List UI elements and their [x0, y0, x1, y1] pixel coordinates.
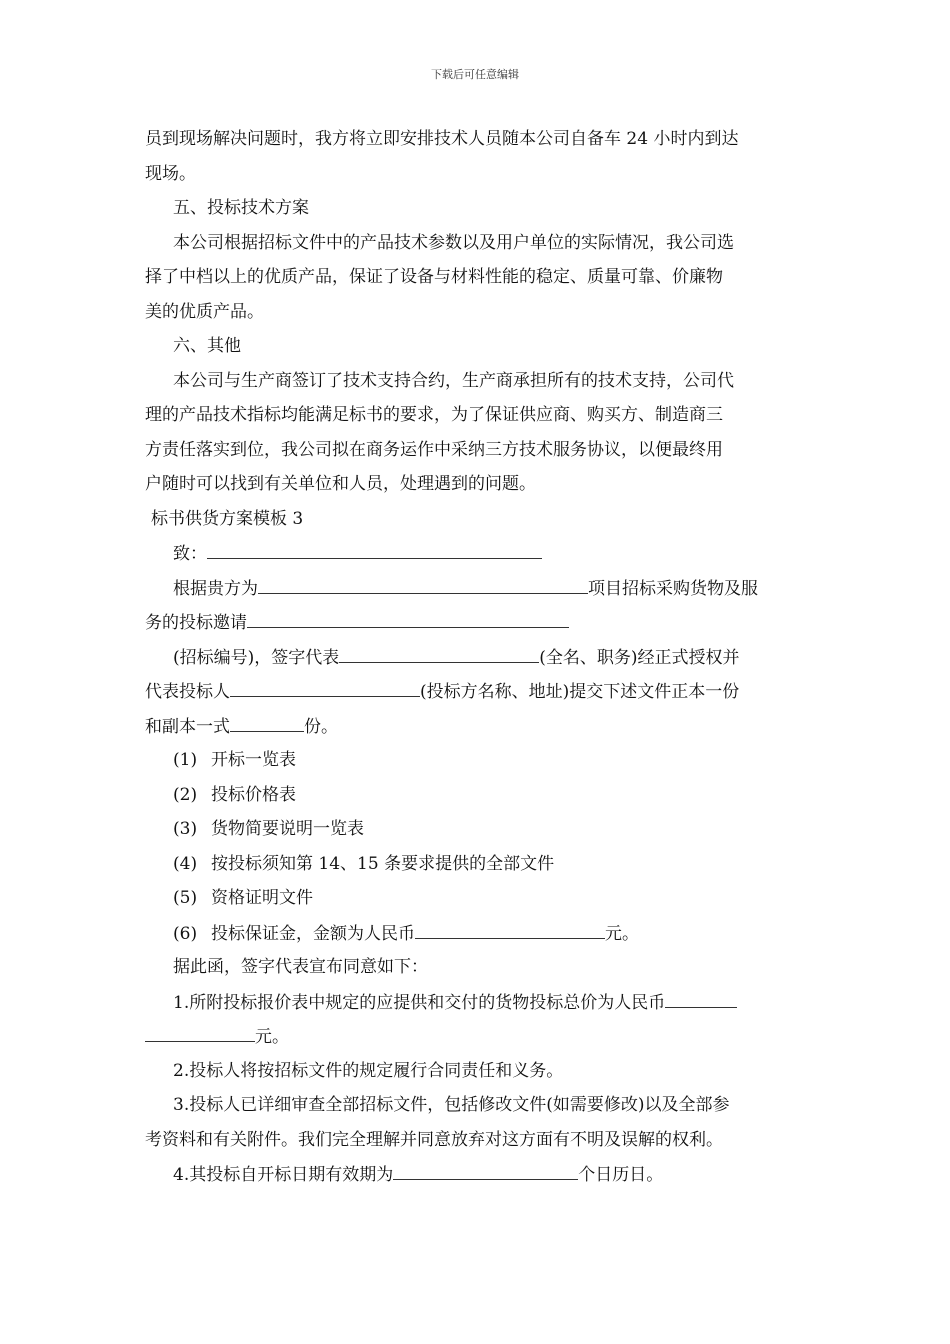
para-line: [145, 605, 815, 640]
total-price-blank[interactable]: [665, 985, 737, 1008]
clause-line: [145, 1157, 815, 1192]
signatory-blank[interactable]: [339, 640, 539, 663]
clause-line: [145, 985, 815, 1020]
text-span: 和副本一式: [145, 716, 230, 737]
para-line: [145, 709, 815, 744]
body-line: 员到现场解决问题时，我方将立即安排技术人员随本公司自备车 24 小时内到达: [145, 129, 739, 149]
item-number: (6): [173, 923, 198, 944]
recipient-blank[interactable]: [207, 536, 542, 559]
to-label: 致：: [173, 544, 207, 564]
item-number: (1): [173, 750, 198, 770]
body-line: 择了中档以上的优质产品，保证了设备与材料性能的稳定、质量可靠、价廉物: [145, 267, 723, 287]
page-header-note: 下载后可任意编辑: [431, 68, 519, 81]
text-span: 1.所附投标报价表中规定的应提供和交付的货物投标总价为人民币: [173, 992, 666, 1013]
bidder-blank[interactable]: [230, 674, 420, 697]
project-name-blank[interactable]: [258, 571, 588, 594]
section-heading: 六、其他: [173, 336, 241, 356]
para-line: [145, 674, 815, 709]
item-number: (2): [173, 784, 198, 805]
text-span: 元。: [605, 923, 639, 944]
clause-line: 考资料和有关附件。我们完全理解并同意放弃对这方面有不明及误解的权利。: [145, 1129, 723, 1150]
clause-line: 2.投标人将按招标文件的规定履行合同责任和义务。: [173, 1060, 564, 1081]
body-line: 本公司与生产商签订了技术支持合约，生产商承担所有的技术支持，公司代: [173, 370, 734, 391]
item-number: (4): [173, 853, 198, 874]
clause-line: [145, 1019, 815, 1054]
text-span: 代表投标人: [145, 682, 230, 702]
text-span: 份。: [304, 716, 338, 737]
body-line: 理的产品技术指标均能满足标书的要求，为了保证供应商、购买方、制造商三: [145, 405, 723, 425]
text-span: 项目招标采购货物及服: [588, 578, 758, 599]
to-line: [145, 536, 815, 571]
body-line: 据此函，签字代表宣布同意如下：: [173, 957, 428, 977]
list-item: [145, 916, 815, 951]
item-text: 开标一览表: [211, 750, 296, 770]
item-text: 按投标须知第 14、15 条要求提供的全部文件: [211, 853, 555, 874]
total-price-blank-cont[interactable]: [145, 1019, 255, 1042]
copies-blank[interactable]: [230, 709, 304, 732]
text-span: (投标方名称、地址)提交下述文件正本一份: [420, 682, 740, 702]
para-line: [145, 571, 815, 606]
text-span: 元。: [255, 1027, 289, 1047]
list-item: [145, 847, 815, 882]
text-span: 务的投标邀请: [145, 613, 247, 633]
item-text: 货物简要说明一览表: [211, 819, 364, 839]
body-line: 现场。: [145, 163, 196, 184]
text-span: (全名、职务)经正式授权并: [539, 647, 740, 668]
list-item: [145, 743, 815, 778]
template-title: 标书供货方案模板 3: [151, 508, 304, 529]
text-span: 4.其投标自开标日期有效期为: [173, 1165, 394, 1185]
para-line: [145, 640, 815, 675]
list-item: [145, 881, 815, 916]
body-line: 方责任落实到位，我公司拟在商务运作中采纳三方技术服务协议，以便最终用: [145, 439, 723, 460]
item-text: 投标保证金，金额为人民币: [211, 923, 415, 944]
item-number: (3): [173, 819, 198, 839]
list-item: [145, 778, 815, 813]
body-line: 户随时可以找到有关单位和人员，处理遇到的问题。: [145, 474, 536, 494]
body-line: 美的优质产品。: [145, 301, 264, 322]
text-span: 个日历日。: [578, 1165, 664, 1185]
item-text: 资格证明文件: [211, 888, 313, 908]
section-heading: 五、投标技术方案: [173, 198, 309, 218]
list-item: [145, 812, 815, 847]
validity-days-blank[interactable]: [393, 1157, 578, 1180]
body-line: 本公司根据招标文件中的产品技术参数以及用户单位的实际情况，我公司选: [173, 232, 734, 253]
item-text: 投标价格表: [211, 784, 296, 805]
deposit-amount-blank[interactable]: [415, 916, 605, 939]
text-span: (招标编号)，签字代表: [173, 647, 340, 668]
document-body: [145, 122, 815, 1192]
clause-line: 3.投标人已详细审查全部招标文件，包括修改文件(如需要修改)以及全部参: [173, 1095, 730, 1115]
text-span: 根据贵方为: [173, 578, 258, 599]
invitation-blank[interactable]: [247, 605, 569, 628]
item-number: (5): [173, 888, 198, 908]
